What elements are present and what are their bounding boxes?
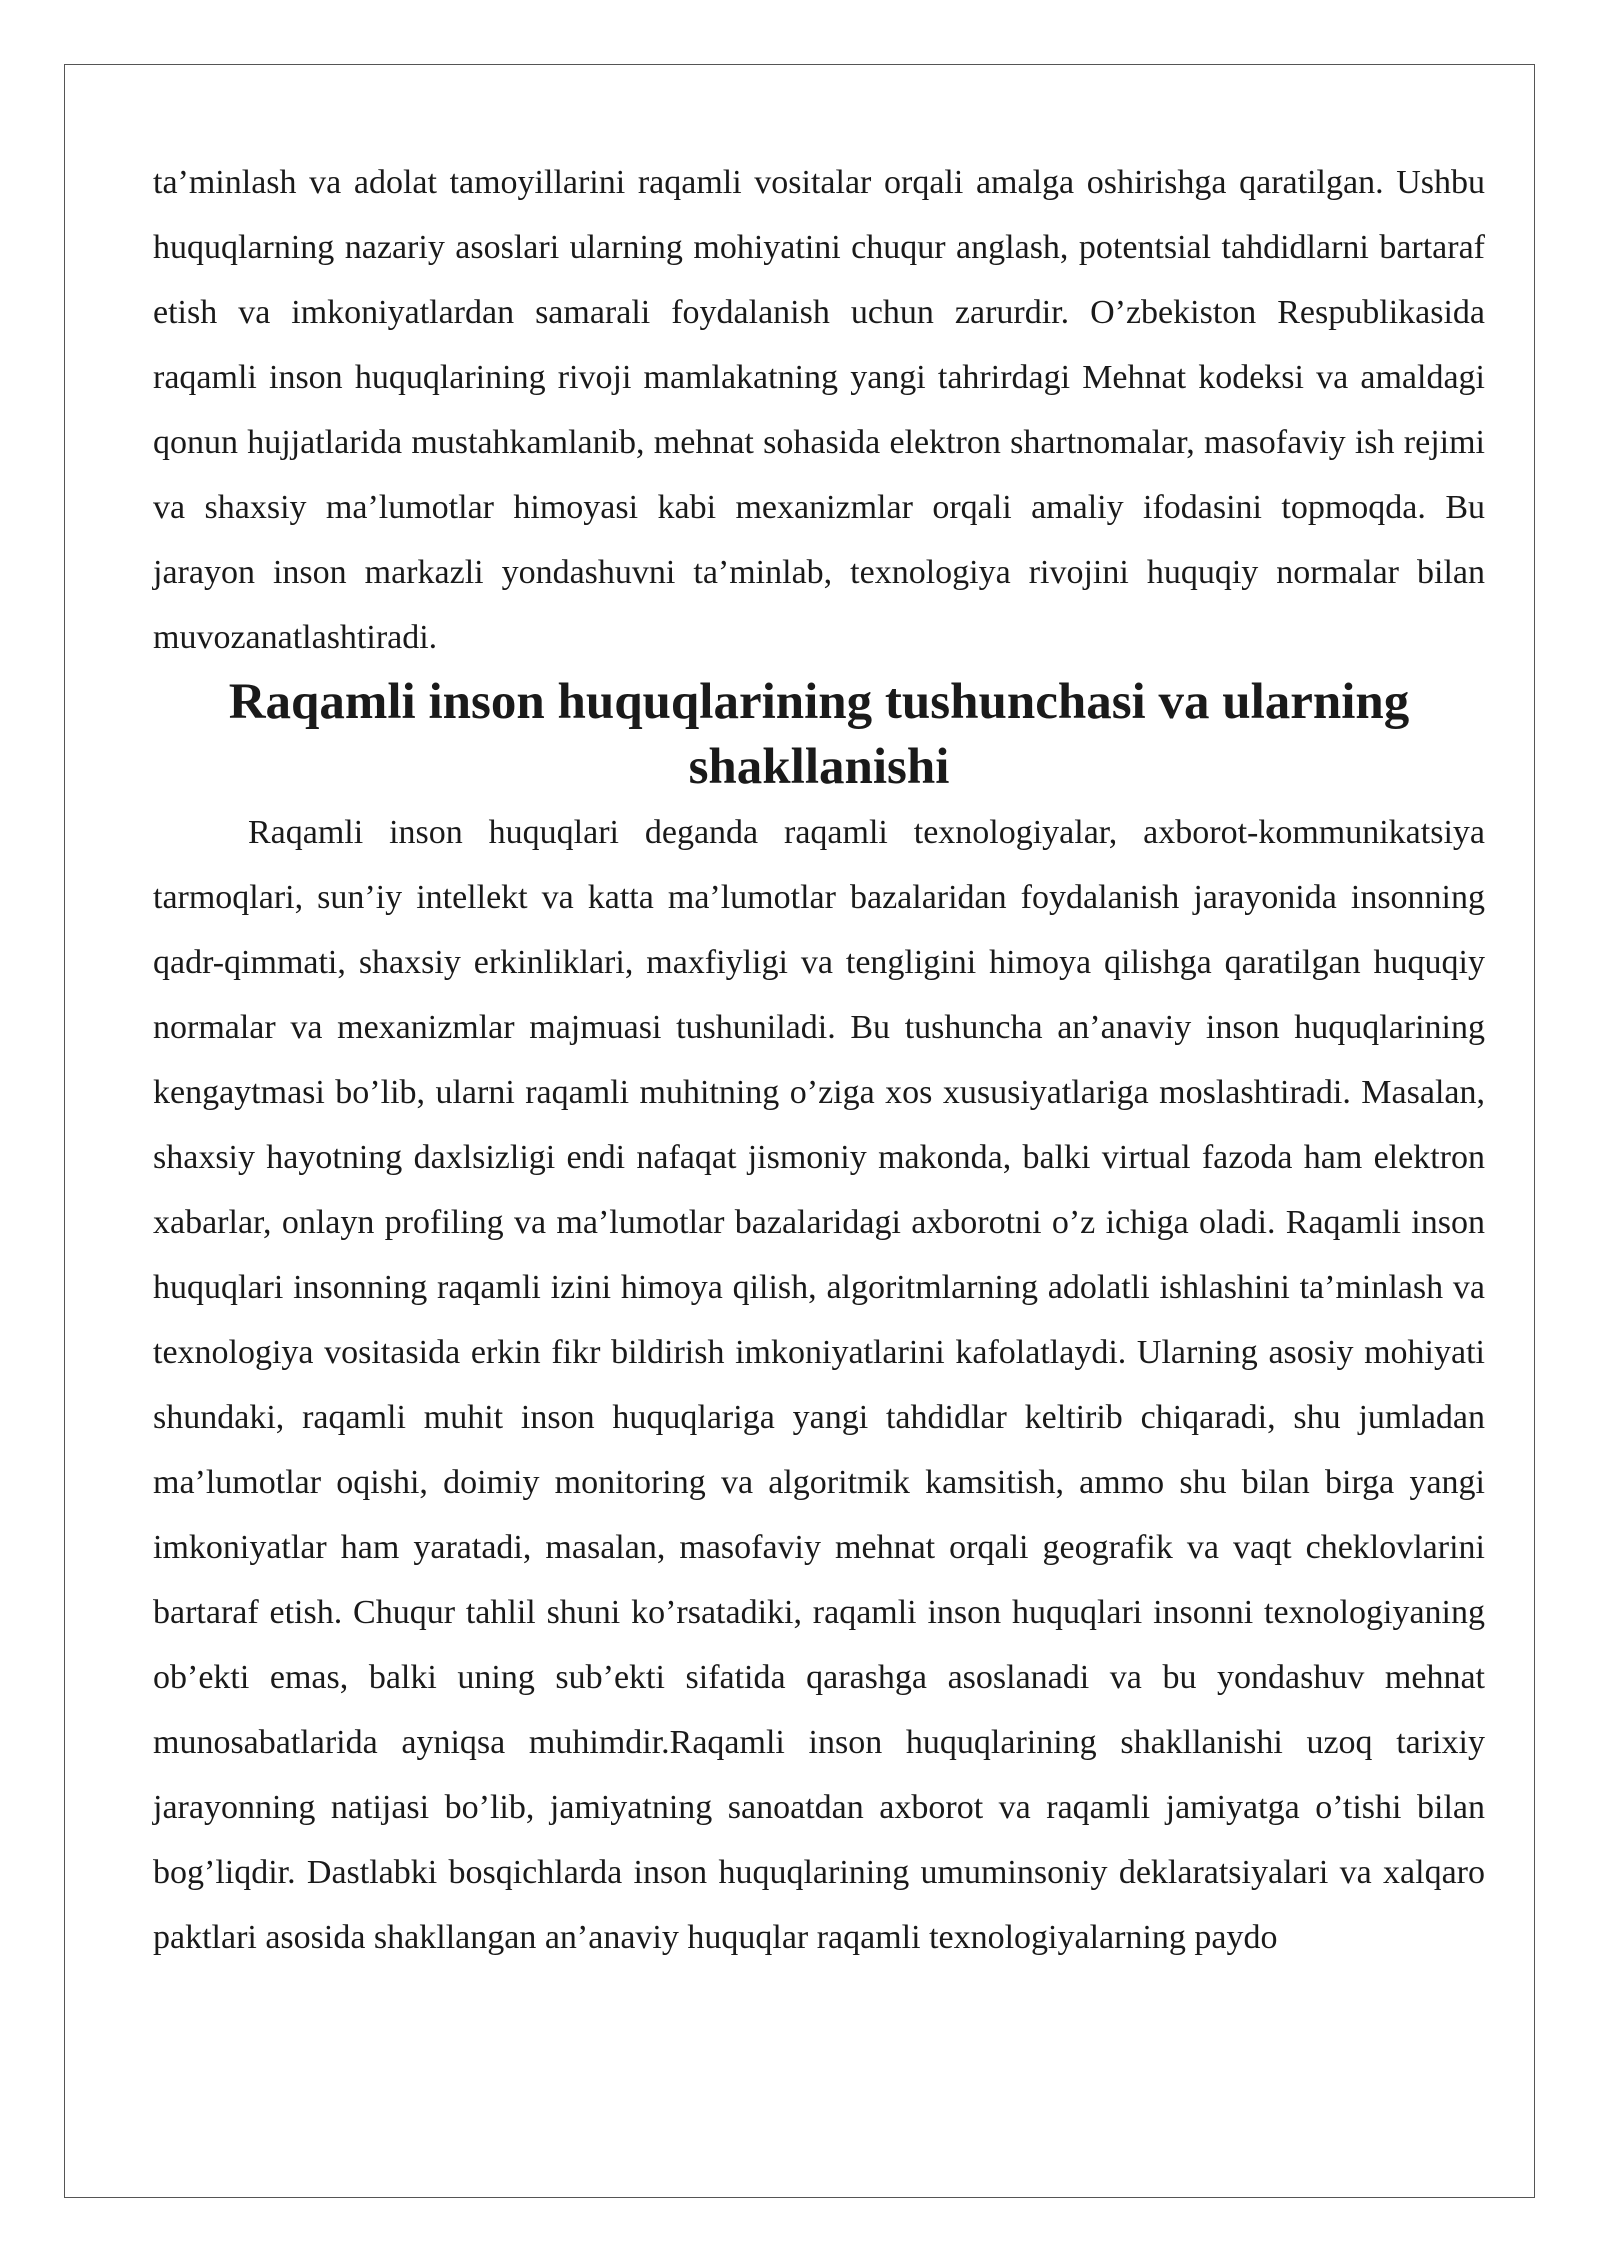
section-heading: Raqamli inson huquqlarining tushunchasi va ularning shakllanishi bbox=[228, 674, 1410, 795]
document-body bbox=[153, 150, 1485, 1970]
intro-paragraph: ta’minlash va adolat tamoyillarini raqamli vositalar orqali amalga oshirishga qaratilgan. Ushbu huquqlarning nazariy asoslari ularning mohiyatini chuqur anglash, potentsial tahdidlarni bartaraf etish va imkoniyatlardan samarali foydalanish uchun zarurdir. O’zbekiston Respublikasida raqamli inson huquqlarining rivoji mamlakatning yangi tahrirdagi Mehnat kodeksi va amaldagi qonun hujjatlarida mustahkamlanib, mehnat sohasida elektron shartnomalar, masofaviy ish rejimi va shaxsiy ma’lumotlar himoyasi kabi mexanizmlar orqali amaliy ifodasini topmoqda. Bu jarayon inson markazli yondashuvni ta’minlab, texnologiya rivojini huquqiy normalar bilan muvozanatlashtiradi. bbox=[153, 164, 1485, 656]
body-paragraph: Raqamli inson huquqlari deganda raqamli texnologiyalar, axborot-kommunikatsiya tarmoqlari, sun’iy intellekt va katta ma’lumotlar bazalaridan foydalanish jarayonida insonning qadr-qimmati, shaxsiy erkinliklari, maxfiyligi va tengligini himoya qilishga qaratilgan huquqiy normalar va mexanizmlar majmuasi tushuniladi. Bu tushuncha an’anaviy inson huquqlarining kengaytmasi bo’lib, ularni raqamli muhitning o’ziga xos xususiyatlariga moslashtiradi. Masalan, shaxsiy hayotning daxlsizligi endi nafaqat jismoniy makonda, balki virtual fazoda ham elektron xabarlar, onlayn profiling va ma’lumotlar bazalaridagi axborotni o’z ichiga oladi. Raqamli inson huquqlari insonning raqamli izini himoya qilish, algoritmlarning adolatli ishlashini ta’minlash va texnologiya vositasida erkin fikr bildirish imkoniyatlarini kafolatlaydi. Ularning asosiy mohiyati shundaki, raqamli muhit inson huquqlariga yangi tahdidlar keltirib chiqaradi, shu jumladan ma’lumotlar oqishi, doimiy monitoring va algoritmik kamsitish, ammo shu bilan birga yangi imkoniyatlar ham yaratadi, masalan, masofaviy mehnat orqali geografik va vaqt cheklovlarini bartaraf etish. Chuqur tahlil shuni ko’rsatadiki, raqamli inson huquqlari insonni texnologiyaning ob’ekti emas, balki uning sub’ekti sifatida qarashga asoslanadi va bu yondashuv mehnat munosabatlarida ayniqsa muhimdir.Raqamli inson huquqlarining shakllanishi uzoq tarixiy jarayonning natijasi bo’lib, jamiyatning sanoatdan axborot va raqamli jamiyatga o’tishi bilan bog’liqdir. Dastlabki bosqichlarda inson huquqlarining umuminsoniy deklaratsiyalari va xalqaro paktlari asosida shakllangan an’anaviy huquqlar raqamli texnologiyalarning paydo bbox=[153, 814, 1485, 1956]
